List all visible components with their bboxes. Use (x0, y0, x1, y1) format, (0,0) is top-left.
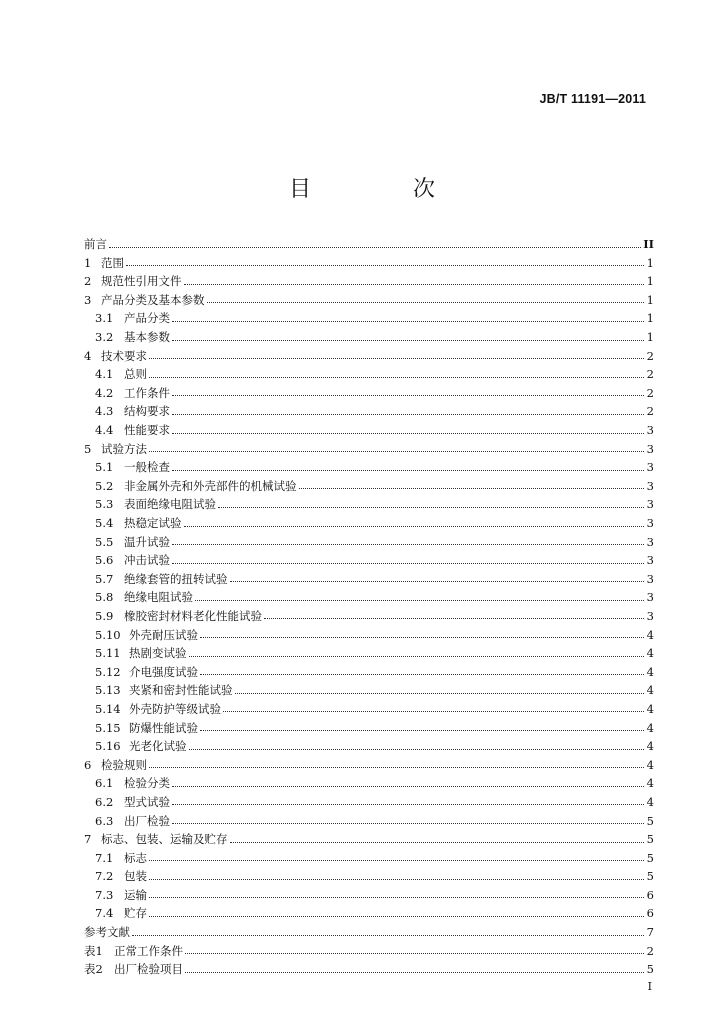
toc-entry-page: 4 (646, 776, 654, 791)
toc-entry-label: 包装 (124, 869, 147, 884)
toc-entry-label: 一般检查 (124, 460, 170, 475)
toc-entry[interactable] (84, 957, 654, 976)
toc-entry-number: 5.1 (95, 460, 114, 475)
toc-entry-page: 5 (646, 869, 654, 884)
footer-page-number: I (647, 980, 652, 993)
toc-entry-label: 试验方法 (101, 441, 147, 456)
toc-entry[interactable] (84, 567, 654, 586)
dot-leader (235, 693, 645, 694)
toc-entry[interactable] (84, 530, 654, 549)
toc-entry-page: 3 (646, 590, 654, 605)
dot-leader (185, 972, 644, 973)
dot-leader (189, 749, 645, 750)
toc-entry-page: 4 (646, 701, 654, 716)
toc-entry-page: 2 (646, 367, 654, 382)
toc-entry-number: 表1 (84, 943, 103, 958)
toc-entry-page: 5 (646, 813, 654, 828)
toc-entry-page: 4 (646, 664, 654, 679)
toc-entry-label: 正常工作条件 (114, 943, 183, 958)
toc-entry-number: 5.16 (95, 739, 121, 754)
dot-leader (172, 414, 644, 415)
toc-entry-page: 1 (646, 330, 654, 345)
toc-entry-number: 5.4 (95, 516, 114, 530)
toc-entry-number: 5.15 (95, 720, 121, 735)
toc-entry-number: 6 (84, 757, 92, 772)
toc-entry-page: 4 (646, 757, 654, 772)
toc-entry-label: 夹紧和密封性能试验 (129, 683, 233, 698)
toc-entry-page: 4 (646, 627, 654, 642)
toc-entry[interactable] (84, 678, 654, 697)
dot-leader (200, 637, 644, 638)
toc-entry-page: 3 (646, 553, 654, 568)
dot-leader (207, 302, 645, 303)
toc-entry-page: 6 (646, 906, 654, 921)
toc-entry-number: 7 (84, 832, 92, 847)
toc-entry-label: 基本参数 (124, 330, 170, 345)
toc-entry-number: 5.8 (95, 590, 114, 605)
dot-leader (149, 916, 644, 917)
dot-leader (200, 674, 644, 675)
toc-entry[interactable] (84, 232, 654, 251)
toc-entry-number: 7.3 (95, 887, 114, 902)
dot-leader (172, 470, 644, 471)
toc-entry-page: 1 (646, 274, 654, 289)
toc-entry[interactable] (84, 288, 654, 307)
dot-leader (184, 284, 645, 285)
toc-entry-label: 标志 (124, 850, 147, 865)
toc-entry-page: II (643, 237, 654, 252)
dot-leader (172, 563, 644, 564)
toc-entry-page: 4 (646, 794, 654, 809)
dot-leader (109, 247, 641, 248)
toc-entry-page: 5 (646, 850, 654, 865)
dot-leader (172, 433, 644, 434)
dot-leader (172, 544, 644, 545)
toc-entry-number: 2 (84, 274, 92, 289)
toc-entry-page: 5 (646, 962, 654, 977)
toc-entry-label: 参考文献 (84, 925, 130, 940)
dot-leader (172, 786, 644, 787)
toc-entry[interactable] (84, 660, 654, 679)
toc-entry[interactable] (84, 604, 654, 623)
toc-entry-page: 3 (646, 441, 654, 456)
toc-entry-number: 5.11 (95, 646, 121, 661)
dot-leader (299, 488, 645, 489)
toc-entry-page: 2 (646, 943, 654, 958)
dot-leader (264, 618, 644, 619)
dot-leader (172, 823, 644, 824)
toc-entry-label: 总则 (124, 367, 147, 382)
toc-entry[interactable] (84, 269, 654, 288)
toc-entry-label: 非金属外壳和外壳部件的机械试验 (124, 478, 297, 493)
dot-leader (172, 804, 644, 805)
toc-entry-number: 5.3 (95, 497, 114, 512)
toc-entry-label: 冲击试验 (124, 553, 170, 568)
toc-entry[interactable] (84, 753, 654, 772)
toc-entry[interactable] (84, 437, 654, 456)
toc-entry[interactable] (84, 362, 654, 381)
toc-entry[interactable] (84, 492, 654, 511)
dot-leader (132, 935, 644, 936)
toc-entry[interactable] (84, 901, 654, 920)
toc-entry[interactable] (84, 455, 654, 474)
toc-entry[interactable] (84, 474, 654, 493)
toc-entry-label: 温升试验 (124, 534, 170, 549)
toc-entry-label: 出厂检验 (124, 813, 170, 828)
toc-entry-number: 7.4 (95, 906, 114, 921)
toc-entry[interactable] (84, 715, 654, 734)
dot-leader (149, 860, 644, 861)
toc-entry[interactable] (84, 734, 654, 753)
dot-leader (172, 321, 644, 322)
toc-entry-number: 3.1 (95, 311, 114, 326)
toc-entry-number: 4.3 (95, 404, 114, 419)
toc-entry-label: 光老化试验 (129, 739, 187, 754)
toc-entry[interactable] (84, 883, 654, 902)
page-title: 目 次 (288, 177, 475, 202)
toc-entry-page: 3 (646, 571, 654, 586)
toc-entry-number: 5.12 (95, 664, 121, 679)
toc-entry[interactable] (84, 306, 654, 325)
toc-entry-label: 结构要求 (124, 404, 170, 419)
toc-entry-page: 1 (646, 311, 654, 326)
toc-entry-page: 4 (646, 739, 654, 754)
toc-entry-page: 1 (646, 255, 654, 270)
toc-entry-label: 热稳定试验 (124, 516, 182, 530)
toc-entry-page: 5 (646, 832, 654, 847)
toc-entry-label: 工作条件 (124, 385, 170, 400)
dot-leader (149, 377, 644, 378)
dot-leader (149, 358, 644, 359)
toc-entry-number: 7.1 (95, 850, 114, 865)
dot-leader (195, 600, 644, 601)
dot-leader (223, 711, 644, 712)
toc-entry[interactable] (84, 827, 654, 846)
dot-leader (149, 451, 644, 452)
dot-leader (149, 767, 644, 768)
toc-entry[interactable] (84, 864, 654, 883)
toc-entry-page: 1 (646, 292, 654, 307)
toc-entry-label: 表面绝缘电阻试验 (124, 497, 216, 512)
toc-entry[interactable] (84, 548, 654, 567)
toc-entry[interactable] (84, 939, 654, 958)
toc-entry-number: 3 (84, 292, 92, 307)
toc-entry-label: 外壳耐压试验 (129, 627, 198, 642)
toc-entry[interactable] (84, 920, 654, 939)
standard-code: JB/T 11191—2011 (539, 92, 646, 106)
toc-entry-label: 检验规则 (101, 757, 147, 772)
toc-entry[interactable] (84, 418, 654, 437)
toc-entry-label: 型式试验 (124, 794, 170, 809)
toc-entry-label: 产品分类及基本参数 (101, 292, 205, 307)
toc-entry-number: 4 (84, 348, 92, 363)
toc-entry-number: 6.2 (95, 794, 114, 809)
toc-entry-label: 技术要求 (101, 348, 147, 363)
toc-entry-number: 5.10 (95, 627, 121, 642)
toc-entry[interactable] (84, 846, 654, 865)
dot-leader (185, 953, 644, 954)
dot-leader (149, 879, 644, 880)
toc-entry-page: 4 (646, 683, 654, 698)
toc-entry[interactable] (84, 808, 654, 827)
toc-entry-page: 2 (646, 385, 654, 400)
toc-entry-number: 4.2 (95, 385, 114, 400)
toc-entry-label: 范围 (101, 255, 124, 270)
toc-entry-number: 5.9 (95, 608, 114, 623)
toc-entry-page: 3 (646, 423, 654, 438)
toc-entry-number: 4.4 (95, 423, 114, 438)
toc-entry-page: 4 (646, 720, 654, 735)
toc-entry-number: 5.13 (95, 683, 121, 698)
toc-entry-number: 5.5 (95, 534, 114, 549)
toc-entry-label: 产品分类 (124, 311, 170, 326)
toc-entry-page: 3 (646, 516, 654, 530)
toc-entry[interactable] (84, 790, 654, 809)
dot-leader (126, 265, 644, 266)
dot-leader (172, 395, 644, 396)
toc-entry[interactable] (84, 771, 654, 790)
toc-entry-number: 6.1 (95, 776, 114, 791)
toc-entry[interactable] (84, 344, 654, 363)
toc-entry-label: 介电强度试验 (129, 664, 198, 679)
toc-entry[interactable] (84, 511, 654, 530)
toc-entry-label: 检验分类 (124, 776, 170, 791)
dot-leader (218, 507, 644, 508)
toc-entry-label: 绝缘套管的扭转试验 (124, 571, 228, 586)
toc-entry-number: 5.14 (95, 701, 121, 716)
toc-entry-label: 贮存 (124, 906, 147, 921)
toc-entry-page: 3 (646, 460, 654, 475)
dot-leader (230, 581, 645, 582)
toc-entry-label: 前言 (84, 237, 107, 252)
toc-entry-label: 性能要求 (124, 423, 170, 438)
toc-entry-label: 出厂检验项目 (114, 962, 183, 977)
table-of-contents (84, 232, 654, 976)
toc-entry[interactable] (84, 251, 654, 270)
toc-entry-number: 5 (84, 441, 92, 456)
toc-entry-number: 6.3 (95, 813, 114, 828)
toc-entry-number: 1 (84, 255, 92, 270)
dot-leader (184, 526, 645, 527)
toc-entry[interactable] (84, 381, 654, 400)
toc-entry[interactable] (84, 697, 654, 716)
dot-leader (149, 897, 644, 898)
toc-entry[interactable] (84, 622, 654, 641)
dot-leader (230, 842, 645, 843)
toc-entry[interactable] (84, 325, 654, 344)
dot-leader (189, 656, 645, 657)
toc-entry-number: 5.6 (95, 553, 114, 568)
toc-entry-page: 3 (646, 478, 654, 493)
toc-entry-number: 5.2 (95, 478, 114, 493)
toc-entry-label: 防爆性能试验 (129, 720, 198, 735)
toc-entry-page: 3 (646, 608, 654, 623)
toc-entry-number: 表2 (84, 962, 103, 977)
toc-entry-label: 运输 (124, 887, 147, 902)
toc-entry-page: 2 (646, 348, 654, 363)
toc-entry-label: 标志、包装、运输及贮存 (101, 832, 228, 847)
toc-entry-page: 4 (646, 646, 654, 661)
toc-entry-page: 6 (646, 887, 654, 902)
toc-entry-page: 3 (646, 497, 654, 512)
toc-entry-number: 3.2 (95, 330, 114, 345)
toc-entry[interactable] (84, 641, 654, 660)
toc-entry-number: 5.7 (95, 571, 114, 586)
dot-leader (172, 340, 644, 341)
toc-entry-label: 规范性引用文件 (101, 274, 182, 289)
toc-entry-number: 7.2 (95, 869, 114, 884)
toc-entry-label: 绝缘电阻试验 (124, 590, 193, 605)
toc-entry[interactable] (84, 399, 654, 418)
toc-entry-label: 热剧变试验 (129, 646, 187, 661)
toc-entry-page: 3 (646, 534, 654, 549)
toc-entry-number: 4.1 (95, 367, 114, 382)
toc-entry-page: 7 (646, 925, 654, 940)
toc-entry-page: 2 (646, 404, 654, 419)
toc-entry-label: 外壳防护等级试验 (129, 701, 221, 716)
toc-entry-label: 橡胶密封材料老化性能试验 (124, 608, 262, 623)
dot-leader (200, 730, 644, 731)
toc-entry[interactable] (84, 585, 654, 604)
